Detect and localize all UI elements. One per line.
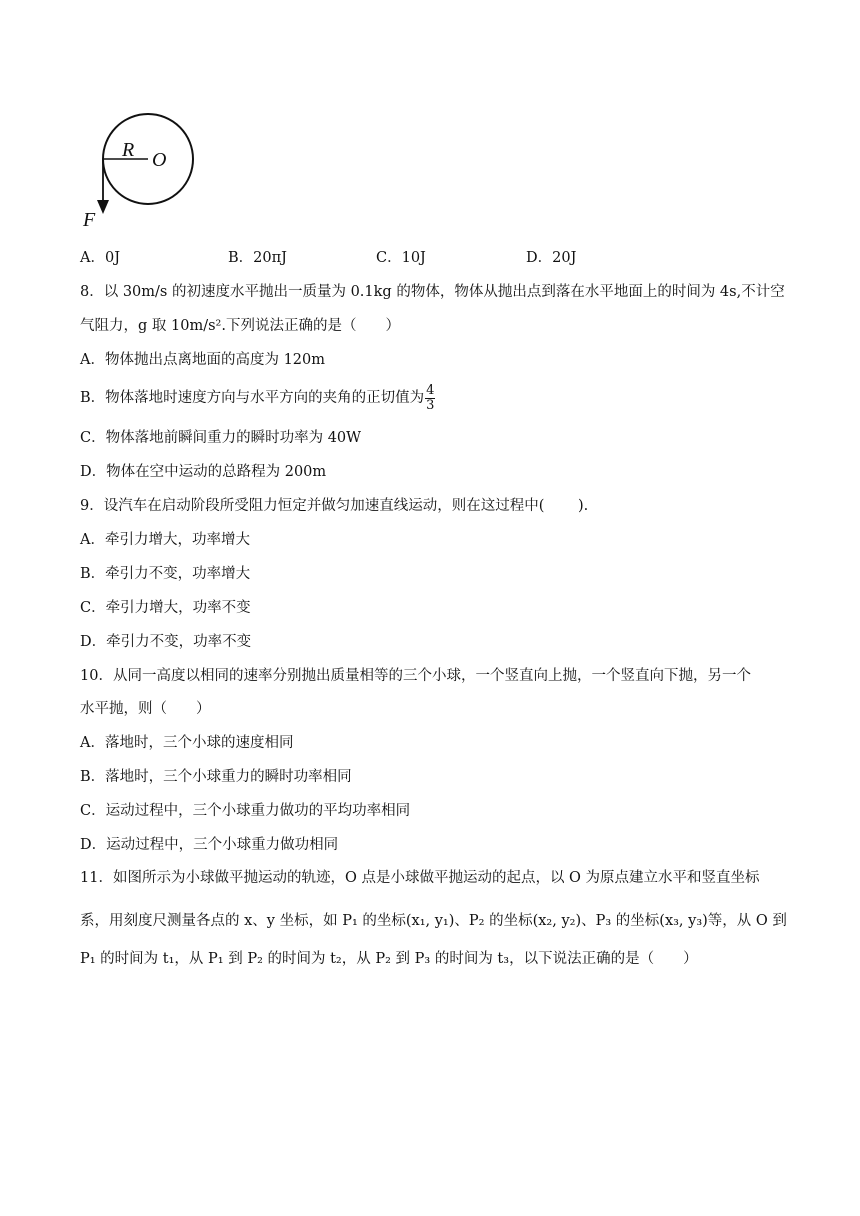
- q11-stem-line1: 11．如图所示为小球做平抛运动的轨迹，O 点是小球做平抛运动的起点，以 O 为原点建立水平和竖直坐标: [80, 870, 760, 886]
- q8-stem-line1: 8．以 30m/s 的初速度水平抛出一质量为 0.1kg 的物体，物体从抛出点到落在水平地面上的时间为 4s,不计空: [80, 284, 785, 300]
- q7-choice-a: A．0J: [80, 250, 121, 266]
- label-f: F: [83, 209, 96, 231]
- q9-option-d: D．牵引力不变，功率不变: [80, 634, 252, 650]
- q9-option-b: B．牵引力不变，功率增大: [80, 566, 251, 582]
- q8-option-b: [80, 378, 435, 418]
- q8-option-d: D．物体在空中运动的总路程为 200m: [80, 464, 327, 480]
- fraction-4-3: [425, 384, 435, 413]
- label-r: R: [122, 139, 135, 161]
- fraction-numerator: 4: [426, 382, 435, 398]
- q10-option-a: A．落地时，三个小球的速度相同: [80, 735, 294, 751]
- q9-stem: 9．设汽车在启动阶段所受阻力恒定并做匀加速直线运动，则在这过程中( ).: [80, 498, 589, 514]
- q10-stem-line2: 水平抛，则（ ）: [80, 701, 211, 717]
- q8-stem-line2: 气阻力，g 取 10m/s².下列说法正确的是（ ）: [80, 318, 400, 334]
- q8-option-a: A．物体抛出点离地面的高度为 120m: [80, 352, 326, 368]
- fraction-denominator: 3: [426, 397, 435, 413]
- circle-force-diagram: [78, 108, 208, 236]
- force-arrow-head: [97, 200, 109, 214]
- q10-option-d: D．运动过程中，三个小球重力做功相同: [80, 837, 339, 853]
- q11-stem-line3: P₁ 的时间为 t₁，从 P₁ 到 P₂ 的时间为 t₂，从 P₂ 到 P₃ 的时间为 t₃，以下说法正确的是（ ）: [80, 951, 698, 967]
- q9-option-c: C．牵引力增大，功率不变: [80, 600, 251, 616]
- q9-option-a: A．牵引力增大，功率增大: [80, 532, 250, 548]
- q11-stem-line2: 系，用刻度尺测量各点的 x、y 坐标，如 P₁ 的坐标(x₁, y₁)、P₂ 的坐标(x₂, y₂)、P₃ 的坐标(x₃, y₃)等，从 O 到: [80, 913, 787, 929]
- q8-option-b-text: B．物体落地时速度方向与水平方向的夹角的正切值为: [80, 390, 425, 406]
- label-o: O: [152, 149, 167, 171]
- q8-option-c: C．物体落地前瞬间重力的瞬时功率为 40W: [80, 430, 362, 446]
- q7-choice-c: C．10J: [376, 250, 426, 266]
- q7-choice-b: B．20πJ: [228, 250, 287, 266]
- q10-stem-line1: 10．从同一高度以相同的速率分别抛出质量相等的三个小球，一个竖直向上抛，一个竖直向下抛，另一个: [80, 668, 751, 684]
- q7-choice-d: D．20J: [526, 250, 577, 266]
- q10-option-c: C．运动过程中，三个小球重力做功的平均功率相同: [80, 803, 411, 819]
- q7-choices: [80, 248, 700, 268]
- q10-option-b: B．落地时，三个小球重力的瞬时功率相同: [80, 769, 352, 785]
